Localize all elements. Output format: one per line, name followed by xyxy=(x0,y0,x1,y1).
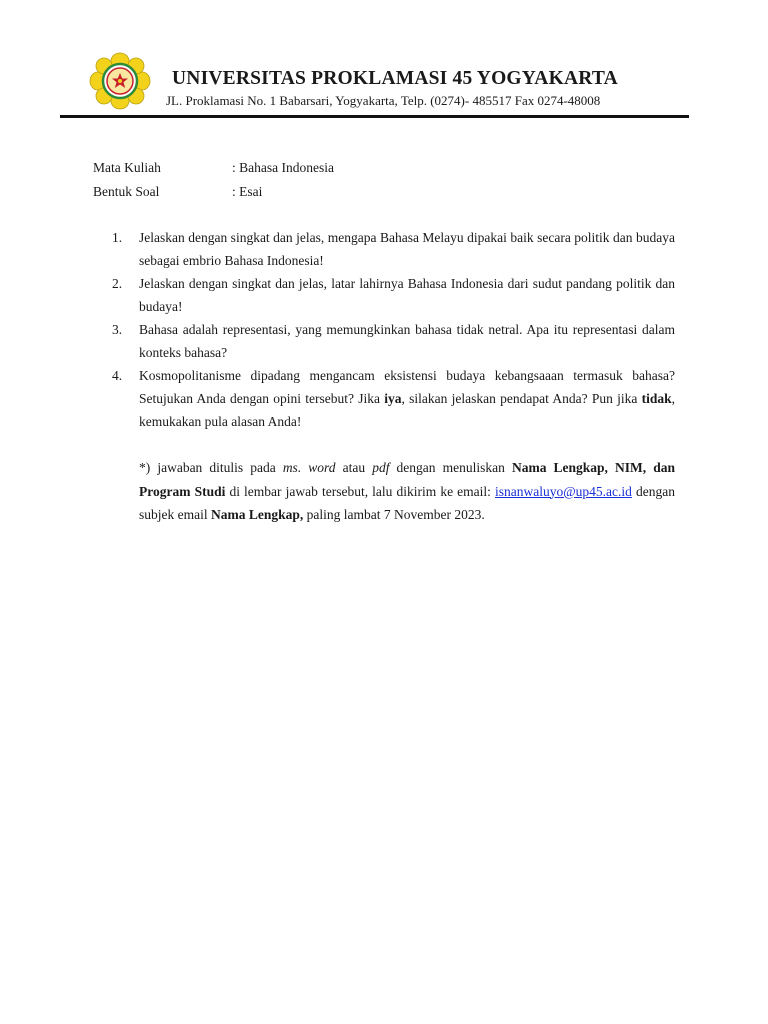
course-label: Mata Kuliah xyxy=(93,160,161,175)
question-text xyxy=(139,368,675,429)
note-text: di lembar jawab tersebut, lalu dikirim ke email: xyxy=(225,483,496,499)
question-number: 1. xyxy=(112,230,123,245)
note-subject-field: Nama Lengkap, xyxy=(210,507,304,522)
note-text: paling lambat 7 November 2023. xyxy=(303,507,485,522)
university-name: UNIVERSITAS PROKLAMASI 45 YOGYAKARTA xyxy=(172,68,618,89)
exam-type-label: Bentuk Soal xyxy=(93,184,160,199)
course-value: : Bahasa Indonesia xyxy=(232,160,334,175)
question-item xyxy=(112,364,675,433)
exam-type-value: : Esai xyxy=(232,184,263,199)
note-text: atau xyxy=(335,460,373,475)
question-item xyxy=(112,318,675,364)
university-address: JL. Proklamasi No. 1 Babarsari, Yogyakarta, Telp. (0274)- 485517 Fax 0274-48008 xyxy=(166,93,601,108)
question-number: 3. xyxy=(112,322,123,337)
question-text-part: , silakan jelaskan pendapat Anda? Pun jika xyxy=(401,391,642,406)
header-divider xyxy=(60,115,689,118)
question-list xyxy=(112,226,675,433)
question-text-part: Kosmopolitanisme dipadang mengancam eksistensi budaya kebangsaaan termasuk bahasa? Setujukan Anda dengan opini tersebut? Jika xyxy=(139,368,675,406)
question-number: 4. xyxy=(112,368,123,383)
question-text: Jelaskan dengan singkat dan jelas, latar lahirnya Bahasa Indonesia dari sudut pandang politik dan budaya! xyxy=(139,276,675,314)
note-required-fields: Nama Lengkap, NIM, dan Program Studi xyxy=(139,460,675,499)
note-format-word: ms. word xyxy=(282,460,336,475)
question-text-part: , kemukakan pula alasan Anda! xyxy=(139,391,675,429)
note-text: dengan menuliskan xyxy=(389,460,512,475)
submission-note xyxy=(139,456,675,527)
note-text: *) jawaban ditulis pada xyxy=(139,460,283,475)
emphasis-iya: iya xyxy=(384,391,402,406)
question-text: Bahasa adalah representasi, yang memungkinkan bahasa tidak netral. Apa itu representasi dalam konteks bahasa? xyxy=(139,322,675,360)
question-text: Jelaskan dengan singkat dan jelas, mengapa Bahasa Melayu dipakai baik secara politik dan budaya sebagai embrio Bahasa Indonesia! xyxy=(139,230,675,268)
question-number: 2. xyxy=(112,276,123,291)
email-link[interactable]: isnanwaluyo@up45.ac.id xyxy=(495,483,632,499)
emphasis-tidak: tidak xyxy=(641,391,672,406)
question-item xyxy=(112,226,675,272)
university-seal-icon xyxy=(85,51,155,111)
question-item xyxy=(112,272,675,318)
note-format-pdf: pdf xyxy=(372,460,390,475)
letterhead xyxy=(60,48,690,118)
note-text: dengan subjek email xyxy=(139,483,676,522)
